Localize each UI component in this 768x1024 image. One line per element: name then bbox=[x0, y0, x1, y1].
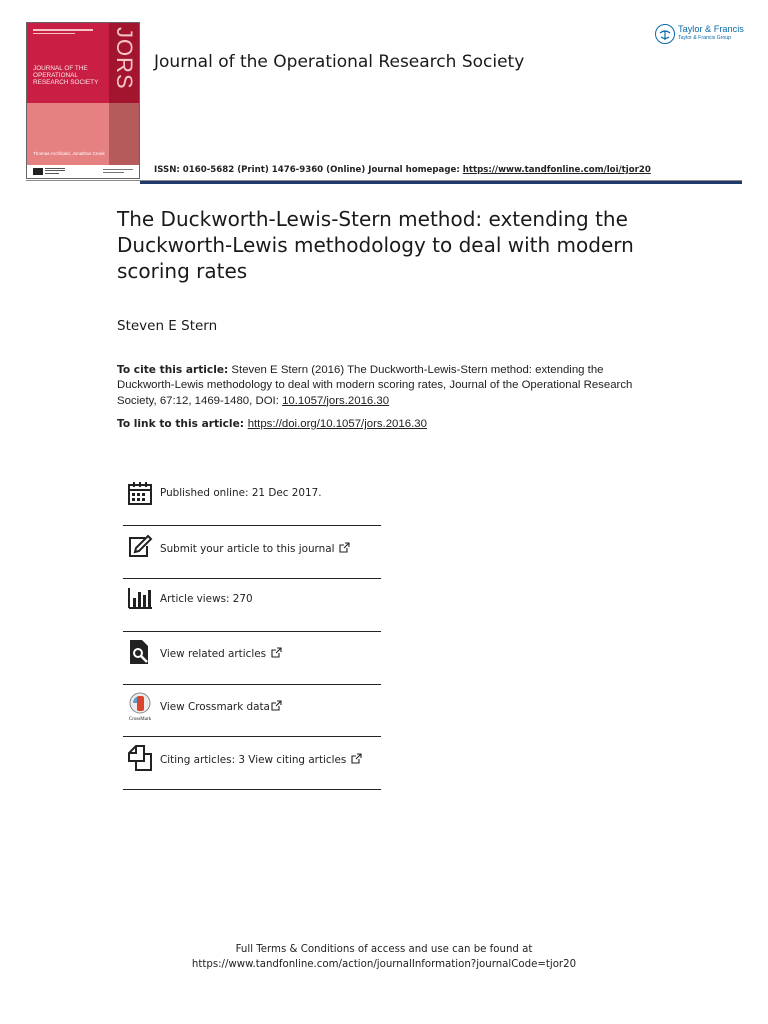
cover-jors-mark: JORS bbox=[112, 27, 137, 90]
cover-mid-right-band bbox=[109, 103, 139, 165]
terms-footer bbox=[0, 942, 768, 972]
crossmark-row[interactable] bbox=[123, 692, 381, 722]
article-link-line bbox=[117, 418, 427, 430]
cover-society-text bbox=[45, 168, 65, 175]
edit-icon bbox=[127, 534, 153, 560]
info-divider bbox=[123, 631, 381, 632]
external-link-icon bbox=[351, 753, 362, 764]
bar-chart-icon bbox=[127, 586, 153, 612]
info-divider bbox=[123, 578, 381, 579]
published-date: Published online: 21 Dec 2017. bbox=[160, 487, 322, 499]
cover-editors: Thomas Archibald, Jonathan Crook bbox=[33, 151, 105, 156]
terms-url[interactable]: https://www.tandfonline.com/action/journalInformation?journalCode=tjor20 bbox=[191, 959, 577, 970]
article-title: The Duckworth-Lewis-Stern method: extending the Duckworth-Lewis methodology to deal with modern scoring rates bbox=[117, 207, 634, 283]
info-divider bbox=[123, 525, 381, 526]
cover-society-logo-icon bbox=[33, 168, 43, 175]
external-link-icon bbox=[339, 542, 350, 553]
cite-label: To cite this article: bbox=[117, 364, 229, 376]
article-url-link[interactable]: https://doi.org/10.1057/jors.2016.30 bbox=[247, 418, 427, 430]
published-row bbox=[123, 480, 381, 508]
document-search-icon bbox=[127, 639, 153, 665]
journal-cover bbox=[26, 22, 140, 179]
citing-articles-link[interactable]: Citing articles: 3 View citing articles bbox=[160, 753, 362, 766]
submit-row[interactable] bbox=[123, 534, 381, 562]
calendar-icon bbox=[127, 480, 153, 506]
link-label: To link to this article: bbox=[117, 418, 248, 430]
views-row bbox=[123, 586, 381, 614]
cover-publisher-logo-icon bbox=[103, 169, 133, 174]
view-related-link[interactable]: View related articles bbox=[160, 647, 282, 660]
cover-title: JOURNAL OF THE OPERATIONAL RESEARCH SOCIETY bbox=[33, 65, 99, 86]
issn-line bbox=[154, 165, 651, 175]
related-row[interactable] bbox=[123, 639, 381, 667]
citation-block bbox=[117, 363, 647, 409]
article-views: Article views: 270 bbox=[160, 593, 253, 605]
terms-line: Full Terms & Conditions of access and use can be found at bbox=[235, 944, 533, 955]
citing-documents-icon bbox=[127, 745, 153, 771]
info-divider bbox=[123, 789, 381, 790]
citing-row[interactable] bbox=[123, 745, 381, 773]
external-link-icon bbox=[271, 647, 282, 658]
info-divider bbox=[123, 736, 381, 737]
publisher-subname: Taylor & Francis Group bbox=[678, 35, 732, 41]
submit-article-link[interactable]: Submit your article to this journal bbox=[160, 542, 350, 555]
info-divider bbox=[123, 684, 381, 685]
journal-name: Journal of the Operational Research Society bbox=[154, 52, 525, 72]
publisher-logo-icon bbox=[655, 24, 675, 44]
journal-homepage-link[interactable]: https://www.tandfonline.com/loi/tjor20 bbox=[462, 165, 651, 175]
cover-fine-print bbox=[33, 29, 93, 37]
issn-text: ISSN: 0160-5682 (Print) 1476-9360 (Online) Journal homepage: bbox=[154, 165, 463, 175]
article-author: Steven E Stern bbox=[117, 318, 218, 334]
header-accent-rule bbox=[140, 181, 742, 184]
publisher-name: Taylor & Francis bbox=[678, 24, 744, 34]
crossmark-icon: CrossMark bbox=[127, 692, 153, 722]
cite-text: Steven E Stern (2016) The Duckworth-Lewis-Stern method: extending the Duckworth-Lewis methodology to deal with modern scoring rates, Journal of the Operational Research Society, 67:12, 1469-1480, DOI: bbox=[117, 364, 633, 407]
publisher-logo[interactable] bbox=[655, 24, 745, 46]
external-link-icon bbox=[271, 700, 282, 711]
crossmark-link[interactable]: View Crossmark data bbox=[160, 700, 282, 713]
doi-link[interactable]: 10.1057/jors.2016.30 bbox=[282, 394, 390, 407]
